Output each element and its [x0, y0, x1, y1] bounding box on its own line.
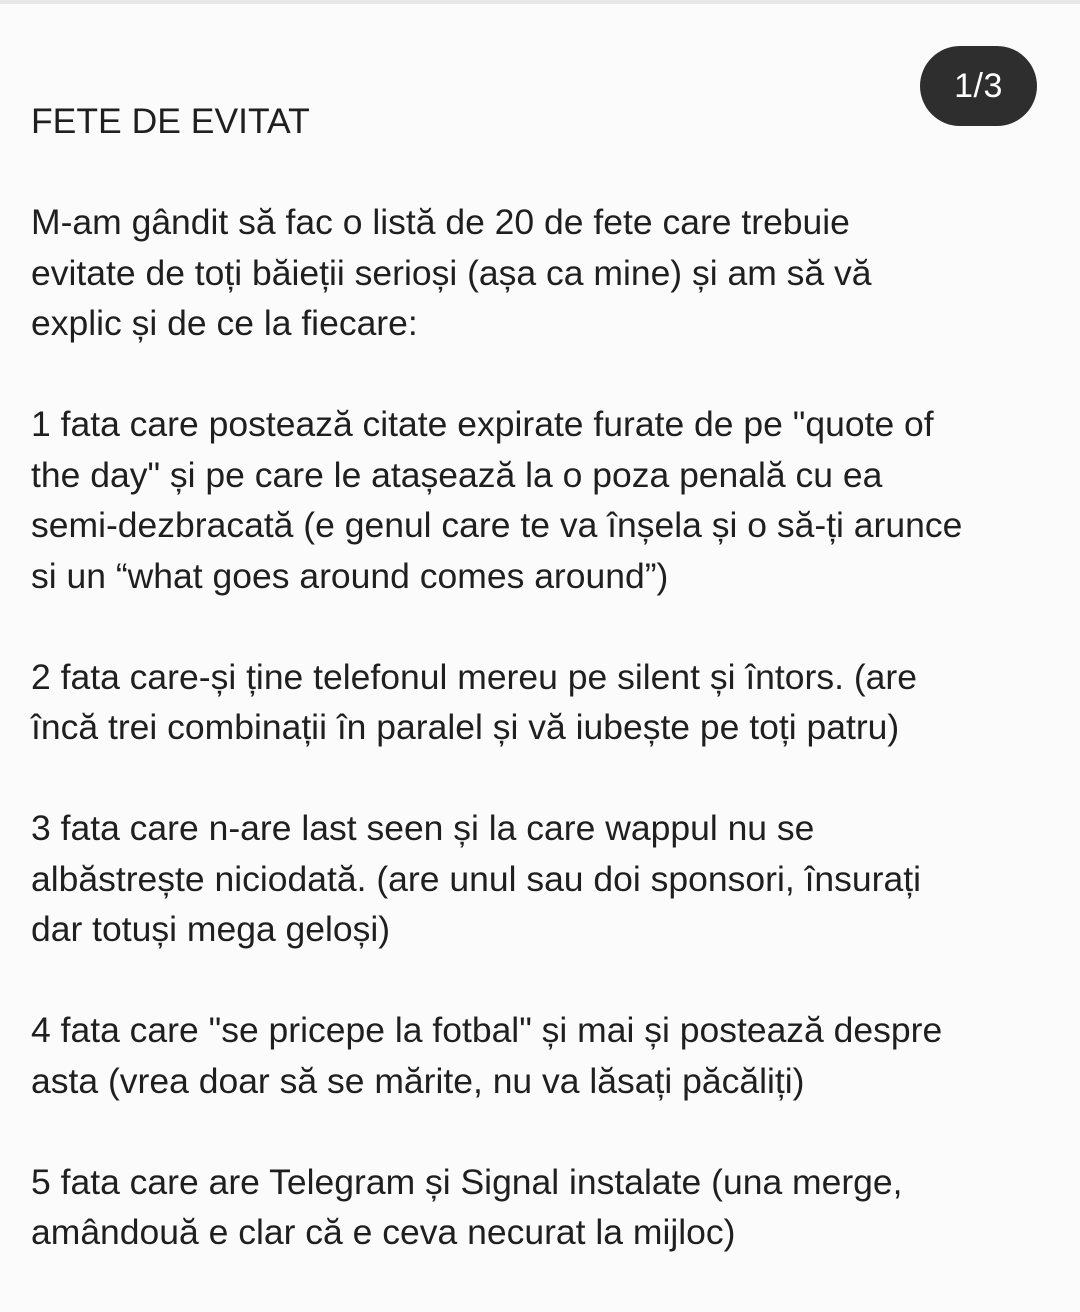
text-line: 5 fata care are Telegram și Signal instalate (una merge, [31, 1161, 903, 1202]
spacer [31, 349, 1061, 400]
text-line: the day" și pe care le atașează la o poza penală cu ea [31, 454, 883, 495]
list-item-1 [31, 399, 1061, 601]
text-line: M-am gândit să fac o listă de 20 de fete care trebuie [31, 202, 850, 242]
spacer [31, 601, 1061, 652]
post-title: FETE DE EVITAT [31, 101, 310, 141]
list-item-3 [31, 803, 1061, 955]
post-body [31, 96, 1061, 1258]
text-line: dar totuși mega geloși) [31, 909, 391, 949]
top-divider [0, 0, 1080, 4]
intro-paragraph [31, 197, 1061, 349]
text-line: evitate de toți băieții serioși (așa ca mine) și am să vă [31, 252, 872, 293]
text-line: 2 fata care-și ține telefonul mereu pe silent și întors. (are [31, 656, 917, 697]
text-line: asta (vrea doar să se mărite, nu va lăsați păcăliți) [31, 1060, 805, 1101]
text-line: 1 fata care postează citate expirate furate de pe "quote of [31, 404, 934, 444]
text-line: încă trei combinații în paralel și vă iubește pe toți patru) [31, 707, 900, 747]
text-line: amândouă e clar că e ceva necurat la mijloc) [31, 1212, 736, 1252]
text-line: si un “what goes around comes around”) [31, 555, 669, 596]
page-indicator-badge: 1/3 [920, 46, 1037, 126]
spacer [31, 147, 1061, 198]
text-line: albăstrește niciodată. (are unul sau doi sponsori, însurați [31, 858, 921, 899]
spacer [31, 1106, 1061, 1157]
text-line: semi-dezbracată (e genul care te va înșela și o să-ți arunce [31, 505, 963, 545]
text-line: 3 fata care n-are last seen și la care wappul nu se [31, 808, 815, 848]
text-line: 4 fata care "se pricepe la fotbal" și mai și postează despre [31, 1010, 943, 1050]
spacer [31, 753, 1061, 804]
list-item-4 [31, 1005, 1061, 1106]
text-line: explic și de ce la fiecare: [31, 303, 418, 343]
list-item-5 [31, 1157, 1061, 1258]
spacer [31, 955, 1061, 1006]
list-item-2 [31, 652, 1061, 753]
